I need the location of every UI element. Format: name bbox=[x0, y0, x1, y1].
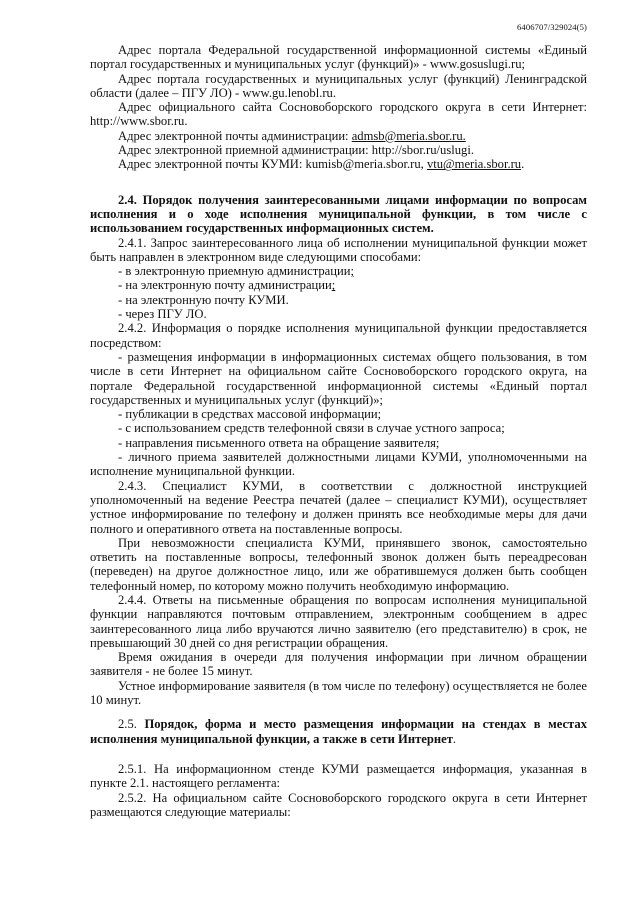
paragraph-2-4-3: 2.4.3. Специалист КУМИ, в соответствии с должностной инструкцией уполномоченный на ведение Реестра печатей (далее – специалист КУМИ), осуществляет устное информирование по телефону и должен принять все необходимые меры для дачи полного и оперативного ответа на поставленные вопросы. bbox=[90, 478, 587, 536]
kumi-email-link[interactable]: vtu@meria.sbor.ru bbox=[426, 157, 522, 172]
paragraph-2-4-4-oral-info: Устное информирование заявителя (в том числе по телефону) осуществляется не более 10 минут. bbox=[90, 678, 587, 708]
paragraph-2-4-1: 2.4.1. Запрос заинтересованного лица об исполнении муниципальной функции может быть направлен в электронном виде следующими способами: bbox=[90, 235, 587, 264]
paragraph-pgu-lo-address: Адрес портала государственных и муниципальных услуг (функций) Ленинградской области (далее – ПГУ ЛО) - www.gu.lenobl.ru. bbox=[90, 71, 587, 100]
section-2-4-heading: 2.4. Порядок получения заинтересованными лицами информации по вопросам исполнения и о ходе исполнения муниципальной функции, в том числе с использованием государственных информационных систем. bbox=[90, 192, 587, 236]
list-item-pgu-lo: - через ПГУ ЛО. bbox=[118, 307, 207, 322]
paragraph-official-site: Адрес официального сайта Сосновоборского городского округа в сети Интернет: http://www.sbor.ru. bbox=[90, 100, 587, 129]
list-item-written-reply: - направления письменного ответа на обращение заявителя; bbox=[118, 435, 440, 450]
paragraph-2-4-4-waiting-time: Время ожидания в очереди для получения информации при личном обращении заявителя - не более 15 минут. bbox=[90, 650, 587, 679]
admin-email-label: Адрес электронной почты администрации: bbox=[118, 128, 352, 143]
list-item-public-systems: - размещения информации в информационных системах общего пользования, в том числе в сети Интернет на официальном сайте Сосновоборского городского округа, на портале Федеральной государственной информационной системы «Единый портал государственных и муниципальных услуг (функций)»; bbox=[90, 349, 587, 407]
section-2-5-number: 2.5. bbox=[118, 717, 145, 732]
list-item-personal-reception: - личного приема заявителей должностными лицами КУМИ, уполномоченными на исполнение муниципальной функции. bbox=[90, 450, 587, 479]
kumi-email-tail: . bbox=[521, 157, 525, 172]
paragraph-e-reception: Адрес электронной приемной администрации: http://sbor.ru/uslugi. bbox=[118, 143, 474, 158]
paragraph-2-5-2: 2.5.2. На официальном сайте Сосновоборского городского округа в сети Интернет размещаются следующие материалы: bbox=[90, 790, 587, 819]
paragraph-2-4-2: 2.4.2. Информация о порядке исполнения муниципальной функции предоставляется посредством: bbox=[90, 321, 587, 350]
section-2-5-tail: . bbox=[452, 731, 457, 746]
paragraph-gosuslugi-address: Адрес портала Федеральной государственной информационной системы «Единый портал государственных и муниципальных услуг (функций)» - www.gosuslugi.ru; bbox=[90, 43, 587, 72]
section-2-5-heading bbox=[90, 717, 587, 746]
list-item-mass-media: - публикации в средствах массовой информации; bbox=[118, 407, 382, 422]
document-body bbox=[90, 43, 587, 819]
paragraph-admin-email bbox=[90, 129, 587, 143]
section-2-5-title: Порядок, форма и место размещения информации на стендах в местах исполнения муниципальной функции, а также в сети Интернет bbox=[90, 717, 587, 746]
paragraph-2-5-1: 2.5.1. На информационном стенде КУМИ размещается информация, указанная в пункте 2.1. настоящего регламента: bbox=[90, 761, 587, 791]
paragraph-kumi-email bbox=[90, 157, 587, 171]
document-number: 6406707/329024(5) bbox=[517, 22, 587, 32]
kumi-email-label: Адрес электронной почты КУМИ: kumisb@meria.sbor.ru, bbox=[118, 157, 427, 172]
paragraph-2-4-4: 2.4.4. Ответы на письменные обращения по вопросам исполнения муниципальной функции направляются почтовым отправлением, электронным сообщением в адрес заинтересованного лица либо вручаются лично заявителю (его представителю) в срок, не превышающий 30 дней со дня регистрации обращения. bbox=[90, 592, 587, 650]
list-item-e-reception: - в электронную приемную администрации; bbox=[118, 264, 354, 279]
list-item-telephone: - с использованием средств телефонной связи в случае устного запроса; bbox=[118, 421, 505, 436]
paragraph-2-4-3-redirect: При невозможности специалиста КУМИ, принявшего звонок, самостоятельно ответить на поставленные вопросы, телефонный звонок должен быть переадресован (переведен) на другое должностное лицо, или же обратившемуся должен быть сообщен телефонный номер, по которому можно получить необходимую информацию. bbox=[90, 535, 587, 593]
list-item-kumi-email: - на электронную почту КУМИ. bbox=[118, 292, 289, 307]
list-item-admin-email: - на электронную почту администрации; bbox=[118, 278, 336, 293]
admin-email-link[interactable]: admsb@meria.sbor.ru. bbox=[351, 128, 466, 143]
